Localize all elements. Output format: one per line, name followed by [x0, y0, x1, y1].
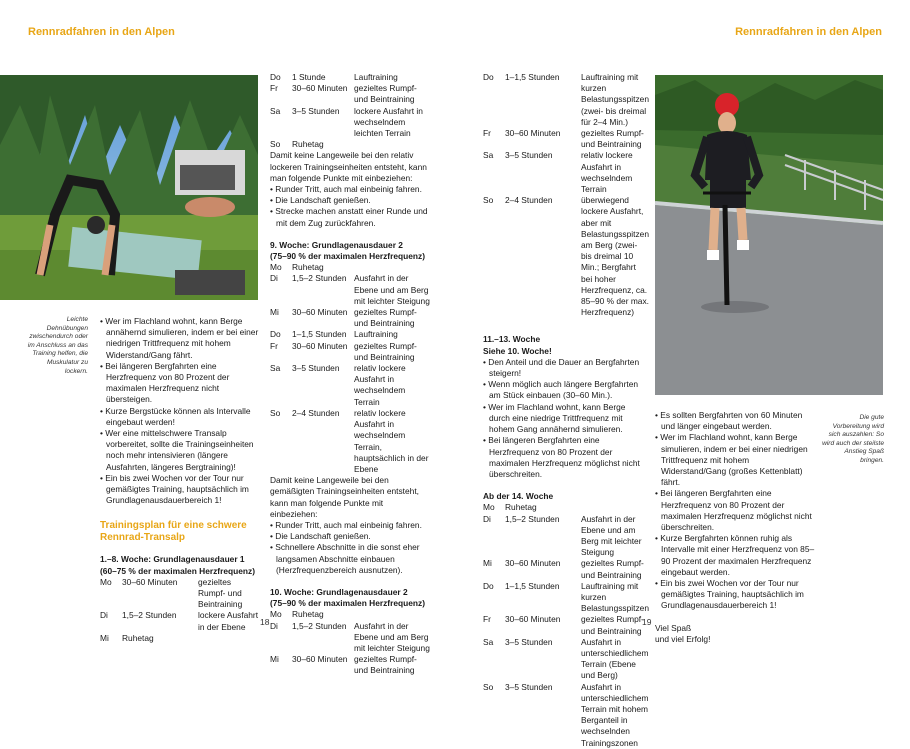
- plan-time: Ruhetag: [292, 262, 324, 273]
- plan-day: Sa: [270, 363, 281, 374]
- plan-time: 1–1,5 Stunden: [505, 580, 560, 591]
- list-item: • Bei längeren Bergfahrten eine Herzfrequenz von 80 Prozent der maximalen Herzfrequenz möglichst nicht überschreiten.: [483, 435, 643, 480]
- plan-time: 30–60 Minuten: [505, 128, 561, 139]
- list-item: • Wer eine mittelschwere Transalp vorbereitet, sollte die Trainingseinheiten noch mehr intensivieren (längere Ausfahrten, längeres Bergtraining)!: [100, 428, 260, 473]
- photo-caption-left: Leichte Dehnübungen zwischendurch oder im Anschluss an das Training helfen, die Muskulatur zu lockern.: [27, 316, 88, 375]
- plan-time: Ruhetag: [122, 632, 154, 643]
- col2-bullets-1: [270, 184, 430, 229]
- plan-time: 30–60 Minuten: [292, 340, 348, 351]
- closing-line-1: Viel Spaß: [655, 622, 692, 633]
- plan-activity: Ausfahrt in unterschiedlichem Terrain mit hohem Berganteil in wechselnden Trainingszonen: [581, 681, 649, 748]
- list-item: • Bei längeren Bergfahrten eine Herzfrequenz von 80 Prozent der maximalen Herzfrequenz nicht übersteigen.: [100, 361, 260, 406]
- plan-activity: gezieltes Rumpf- und Beintraining: [581, 128, 644, 150]
- plan-activity: Lauftraining mit kurzen Belastungsspitzen (zwei- bis dreimal für 2–4 Min.): [581, 72, 649, 127]
- column-1: [100, 316, 260, 644]
- list-item: • Die Landschaft genießen.: [270, 195, 430, 206]
- list-item: • Wer im Flachland wohnt, kann Berge durch eine niedrige Trittfrequenz mit hohem Gang annähernd simulieren.: [483, 402, 643, 436]
- plan-time: 30–60 Minuten: [505, 614, 561, 625]
- plan-activity: Lauftraining: [354, 72, 398, 82]
- plan-day: Mo: [483, 502, 495, 513]
- list-item: • Ein bis zwei Wochen vor der Tour nur gemäßigtes Training, hauptsächlich im Grundlagenausdauerbereich 1!: [655, 578, 815, 612]
- plan-time: 2–4 Stunden: [505, 195, 553, 206]
- column-4: [655, 410, 815, 645]
- col2-bullets-2: [270, 520, 430, 576]
- plan-time: 1,5–2 Stunden: [292, 620, 347, 631]
- plan-time: 3–5 Stunden: [505, 150, 553, 161]
- page-number-left: 18: [260, 616, 270, 627]
- week-title: 9. Woche: Grundlagenausdauer 2: [270, 239, 403, 250]
- list-item: • Runder Tritt, auch mal einbeinig fahren.: [270, 184, 430, 195]
- stretching-illustration: [0, 75, 258, 300]
- plan-day: So: [270, 407, 281, 418]
- plan-activity: Lauftraining: [354, 329, 398, 340]
- list-item: • Kurze Bergstücke können als Intervalle eingebaut werden!: [100, 406, 260, 428]
- page-number-right: 19: [642, 616, 652, 627]
- plan-activity: gezieltes Rumpf- und Beintraining: [354, 307, 417, 329]
- plan-time: 3–5 Stunden: [505, 681, 553, 692]
- plan-time: 3–5 Stunden: [505, 636, 553, 647]
- stretching-photo: [0, 75, 258, 300]
- column-2: [270, 72, 430, 677]
- plan-activity: gezieltes Rumpf- und Beintraining: [581, 614, 644, 636]
- plan-day: Sa: [483, 636, 494, 647]
- plan-time: 1,5–2 Stunden: [292, 273, 347, 284]
- plan-time: 30–60 Minuten: [292, 83, 348, 94]
- plan-activity: relativ lockere Ausfahrt in wechselndem Terrain: [354, 363, 406, 407]
- plan-time: Ruhetag: [505, 502, 537, 513]
- plan-time: Ruhetag: [292, 139, 324, 150]
- plan-day: Sa: [483, 150, 494, 161]
- plan-day: Do: [483, 72, 494, 82]
- running-header-left: Rennradfahren in den Alpen: [28, 26, 175, 38]
- plan-day: Di: [483, 513, 491, 524]
- week-subtitle: Siehe 10. Woche!: [483, 345, 552, 356]
- plan-activity: Ausfahrt in unterschiedlichem Terrain (Ebene und Berg): [581, 636, 649, 681]
- plan-day: Mi: [270, 307, 279, 318]
- week-title: 1.–8. Woche: Grundlagenausdauer 1: [100, 554, 245, 565]
- plan-activity: relativ lockere Ausfahrt in wechselndem Terrain, hauptsächlich in der Ebene: [354, 407, 429, 474]
- plan-time: 30–60 Minuten: [122, 576, 178, 587]
- plan-activity: [354, 609, 430, 620]
- week-subtitle: (75–90 % der maximalen Herzfrequenz): [270, 598, 425, 609]
- list-item: • Es sollten Bergfahrten von 60 Minuten und länger eingebaut werden.: [655, 410, 815, 432]
- col1-bullets: [100, 316, 260, 506]
- plan-activity: gezieltes Rumpf- und Beintraining: [354, 83, 417, 105]
- list-item: • Den Anteil und die Dauer an Bergfahrten steigern!: [483, 357, 643, 379]
- list-item: • Wenn möglich auch längere Bergfahrten am Stück einbauen (30–60 Min.).: [483, 379, 643, 401]
- plan-day: Fr: [483, 614, 491, 625]
- plan-time: Ruhetag: [292, 609, 324, 620]
- plan-day: Mo: [270, 262, 282, 273]
- plan-activity: überwiegend lockere Ausfahrt, aber mit Belastungsspitzen am Berg (zwei- bis dreimal 10 Min.; Bergfahrt bei hoher Herzfrequenz, ca. 85–90 % der max. Herzfrequenz): [581, 195, 649, 318]
- plan-day: So: [483, 681, 494, 692]
- plan-time: 1–1,5 Stunden: [292, 329, 347, 340]
- plan-table-rest: [100, 633, 260, 644]
- week-title: 11.–13. Woche: [483, 334, 541, 345]
- plan-day: Mi: [270, 654, 279, 665]
- running-header-right: Rennradfahren in den Alpen: [735, 26, 882, 38]
- plan-day: Sa: [270, 105, 281, 116]
- plan-day: Fr: [270, 340, 278, 351]
- plan-day: Fr: [270, 83, 278, 94]
- list-item: • Wer im Flachland wohnt, kann Berge simulieren, indem er bei einer niedrigen Trittfrequenz mit hohem Widerstand/Gang (großes Kettenblatt) fährt.: [655, 432, 815, 488]
- plan-activity: [581, 502, 649, 513]
- list-item: • Strecke machen anstatt einer Runde und mit dem Zug zurückfahren.: [270, 206, 430, 228]
- plan-day: So: [483, 195, 494, 206]
- list-item: • Schnellere Abschnitte in die sonst eher langsamen Abschnitte einbauen (Herzfrequenzbereich ausnutzen).: [270, 542, 430, 576]
- plan-day: Di: [100, 610, 108, 621]
- plan-activity: Ausfahrt in der Ebene und am Berg mit leichter Steigung: [354, 620, 430, 653]
- plan-time: 2–4 Stunden: [292, 407, 340, 418]
- plan-activity: Ausfahrt in der Ebene und am Berg mit leichter Steigung: [581, 513, 642, 558]
- plan-table-week-10: [270, 609, 430, 676]
- section-heading: Trainingsplan für eine schwere Rennrad-Transalp: [100, 520, 247, 544]
- plan-time: 1,5–2 Stunden: [122, 610, 177, 621]
- closing-line-2: und viel Erfolg!: [655, 633, 711, 644]
- plan-table-weeks-1-8-cont: [270, 72, 430, 150]
- plan-day: Di: [270, 273, 278, 284]
- plan-activity: gezieltes Rumpf- und Beintraining: [198, 576, 243, 610]
- plan-day: Mi: [483, 558, 492, 569]
- plan-table-week-10-cont: [483, 72, 649, 318]
- plan-day: Mi: [100, 632, 109, 643]
- plan-time: 1 Stunde: [292, 72, 326, 82]
- week-subtitle: (60–75 % der maximalen Herzfrequenz): [100, 565, 255, 576]
- plan-day: Do: [270, 72, 281, 82]
- list-item: • Ein bis zwei Wochen vor der Tour nur gemäßigtes Training, hauptsächlich im Grundlagenausdauerbereich 1!: [100, 473, 260, 507]
- list-item: • Bei längeren Bergfahrten eine Herzfrequenz von 80 Prozent der maximalen Herzfrequenz möglichst nicht überschreiten.: [655, 488, 815, 533]
- plan-time: 1,5–2 Stunden: [505, 513, 560, 524]
- week-title: 10. Woche: Grundlagenausdauer 2: [270, 586, 408, 597]
- week-title: Ab der 14. Woche: [483, 491, 554, 502]
- plan-day: Do: [483, 580, 494, 591]
- paragraph: Damit keine Langeweile bei den relativ lockeren Trainingseinheiten entsteht, kann man folgende Punkte mit einbeziehen:: [270, 150, 427, 183]
- plan-activity: gezieltes Rumpf- und Beintraining: [581, 558, 644, 580]
- paragraph: Damit keine Langeweile bei den gemäßigten Trainingseinheiten entsteht, kann man folgende Punkte mit einbeziehen:: [270, 475, 419, 519]
- plan-day: Do: [270, 329, 281, 340]
- plan-activity: [354, 139, 430, 150]
- plan-activity: lockere Ausfahrt in der Ebene: [198, 610, 259, 632]
- plan-time: 30–60 Minuten: [505, 558, 561, 569]
- week-subtitle: (75–90 % der maximalen Herzfrequenz): [270, 251, 425, 262]
- plan-activity: relativ lockere Ausfahrt in wechselndem Terrain: [581, 150, 633, 195]
- list-item: • Die Landschaft genießen.: [270, 531, 430, 542]
- plan-day: Mo: [100, 576, 112, 587]
- plan-activity: Lauftraining mit kurzen Belastungsspitzen: [581, 580, 649, 614]
- col4-bullets: [655, 410, 815, 612]
- cyclist-photo: [655, 75, 883, 395]
- list-item: • Runder Tritt, auch mal einbeinig fahren.: [270, 520, 430, 531]
- plan-activity: lockere Ausfahrt in wechselndem leichten Terrain: [354, 105, 423, 139]
- plan-day: Mo: [270, 609, 282, 620]
- photo-caption-right: Die gute Vorbereitung wird sich auszahlen: So wird auch der steilste Anstieg Spaß bringen.: [822, 414, 884, 464]
- plan-table-week-9: [270, 262, 430, 475]
- plan-day: So: [270, 139, 281, 150]
- list-item: • Wer im Flachland wohnt, kann Berge annähernd simulieren, indem er bei einer niedrigen Trittfrequenz mit hohem Widerstand/Gang fährt.: [100, 316, 260, 361]
- plan-table-weeks-1-8: [100, 577, 260, 633]
- plan-time: 3–5 Stunden: [292, 105, 340, 116]
- plan-activity: [354, 262, 430, 273]
- cyclist-illustration: [655, 75, 883, 395]
- plan-activity: gezieltes Rumpf- und Beintraining: [354, 654, 417, 676]
- plan-activity: gezieltes Rumpf- und Beintraining: [354, 340, 417, 362]
- plan-day: Fr: [483, 128, 491, 139]
- plan-time: 1–1,5 Stunden: [505, 72, 560, 82]
- col3-bullets: [483, 357, 643, 480]
- plan-time: 30–60 Minuten: [292, 654, 348, 665]
- plan-day: Di: [270, 620, 278, 631]
- list-item: • Kurze Bergfahrten können ruhig als Intervalle mit einer Herzfrequenz von 85–90 Prozent der maximalen Herzfrequenz eingebaut werden.: [655, 533, 815, 578]
- plan-activity: Ausfahrt in der Ebene und am Berg mit leichter Steigung: [354, 273, 430, 306]
- plan-time: 30–60 Minuten: [292, 307, 348, 318]
- plan-time: 3–5 Stunden: [292, 363, 340, 374]
